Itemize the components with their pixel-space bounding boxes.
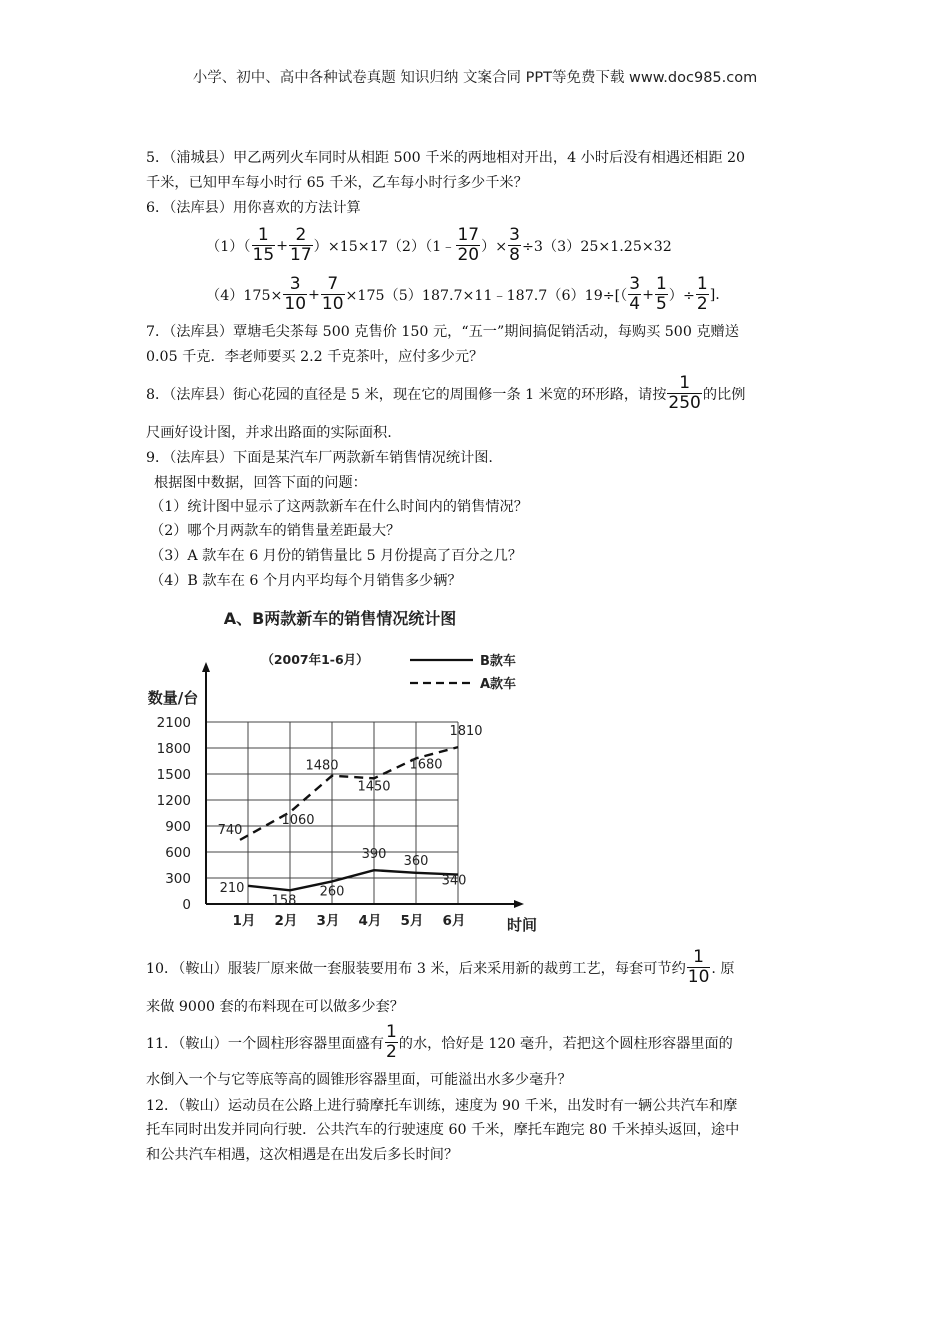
- q9-title: 9．（法库县）下面是某汽车厂两款新车销售情况统计图.: [146, 450, 493, 466]
- denominator: 8: [509, 245, 520, 265]
- q11-line1: [146, 1023, 733, 1062]
- q11-text-post: 的水，恰好是 120 毫升，若把这个圆柱形容器里面的: [398, 1035, 733, 1052]
- q10-line2: 来做 9000 套的布料现在可以做多少套？: [146, 999, 404, 1015]
- denominator: 10: [284, 294, 307, 314]
- data-label-b: 340: [441, 873, 467, 889]
- data-label-a: 1480: [305, 758, 339, 774]
- denominator: 2: [385, 1042, 397, 1062]
- data-label-a: 1450: [357, 779, 391, 795]
- fraction: [667, 374, 701, 413]
- fraction: [283, 275, 307, 314]
- numerator: 3: [629, 274, 641, 294]
- page-header: 小学、初中、高中各种试卷真题 知识归纳 文案合同 PPT等免费下载 www.doc985.com: [192, 70, 758, 86]
- q8-line2: 尺画好设计图，并求出路面的实际面积.: [146, 425, 392, 441]
- denominator: 10: [687, 967, 710, 987]
- q5-line2: 千米，已知甲车每小时行 65 千米，乙车每小时行多少千米？: [146, 175, 528, 191]
- q5-line1: 5．（浦城县）甲乙两列火车同时从相距 500 千米的两地相对开出，4 小时后没有相遇还相距 20: [146, 150, 746, 166]
- legend-b-label: B款车: [480, 654, 516, 669]
- y-axis-arrow: [202, 662, 210, 672]
- q10-text-pre: 10．（鞍山）服装厂原来做一套服装要用布 3 米，后来采用新的裁剪工艺，每套可节约: [146, 960, 686, 977]
- y-tick-label: 900: [165, 819, 191, 835]
- numerator: 17: [457, 225, 480, 245]
- fraction: [252, 226, 276, 265]
- q9-sub2: （2）哪个月两款车的销售量差距最大？: [150, 523, 401, 539]
- numerator: 1: [385, 1022, 397, 1042]
- q9-sub1: （1）统计图中显示了这两款新车在什么时间内的销售情况？: [150, 499, 528, 515]
- fraction: [385, 1023, 398, 1062]
- numerator: 7: [327, 274, 339, 294]
- data-label-a: 740: [217, 822, 243, 838]
- numerator: 1: [257, 225, 269, 245]
- denominator: 20: [457, 245, 480, 265]
- numerator: 3: [509, 225, 520, 245]
- y-tick-label: 1800: [156, 741, 191, 757]
- denominator: 2: [696, 294, 708, 314]
- data-label-a: 1060: [281, 813, 315, 829]
- chart-title: A、B两款新车的销售情况统计图: [223, 609, 457, 628]
- q12-line2: 托车同时出发并同向行驶．公共汽车的行驶速度 60 千米，摩托车跑完 80 千米掉头返回，途中: [146, 1122, 740, 1138]
- q6-row2: [206, 275, 720, 314]
- chart-subtitle: （2007年1-6月）: [261, 652, 369, 667]
- q6-title: 6．（法库县）用你喜欢的方法计算: [146, 200, 361, 216]
- q12-line3: 和公共汽车相遇，这次相遇是在出发后多长时间？: [146, 1147, 459, 1163]
- numerator: 1: [696, 274, 708, 294]
- legend-a-label: A款车: [480, 677, 517, 692]
- y-axis-label: 数量/台: [147, 689, 199, 707]
- fraction: [655, 275, 668, 314]
- q6-r1-text1: （1）（: [206, 238, 251, 255]
- plus-sign: +: [276, 237, 289, 254]
- x-tick-label: 5月: [400, 913, 424, 929]
- x-tick-label: 2月: [274, 913, 298, 929]
- data-label-b: 390: [361, 847, 387, 863]
- y-tick-label: 1500: [156, 767, 191, 783]
- q6-r1-text3: ）×: [481, 238, 508, 255]
- q6-row1: [206, 226, 672, 265]
- q6-r1-text2: ）×15×17（2）（1﹣: [313, 238, 456, 255]
- q7-line2: 0.05 千克．李老师要买 2.2 千克茶叶，应付多少元？: [146, 349, 484, 365]
- x-tick-label: 6月: [442, 913, 466, 929]
- q6-r2-text1: （4）175×: [206, 287, 283, 304]
- numerator: 3: [289, 274, 301, 294]
- q11-line2: 水倒入一个与它等底等高的圆锥形容器里面，可能溢出水多少毫升？: [146, 1072, 572, 1088]
- q6-r1-text4: ÷3（3）25×1.25×32: [522, 238, 672, 255]
- y-tick-label: 300: [165, 871, 191, 887]
- x-tick-label: 1月: [232, 913, 256, 929]
- chart-grid: [206, 722, 458, 904]
- plus-sign: +: [308, 286, 320, 303]
- q8-text-pre: 8．（法库县）街心花园的直径是 5 米，现在它的周围修一条 1 米宽的环形路，请按: [146, 386, 667, 403]
- series-b-line: [248, 870, 458, 890]
- denominator: 4: [629, 294, 641, 314]
- denominator: 15: [252, 245, 275, 265]
- numerator: 1: [693, 947, 704, 967]
- data-label-b: 158: [271, 893, 297, 909]
- numerator: 1: [655, 274, 667, 294]
- numerator: 2: [295, 225, 307, 245]
- fraction: [508, 226, 521, 265]
- fraction: [696, 275, 709, 314]
- fraction: [289, 226, 313, 265]
- chart-legend: [410, 653, 516, 692]
- q10-line1: [146, 948, 735, 987]
- q6-r2-text3: ）÷: [668, 287, 695, 304]
- denominator: 17: [290, 245, 312, 265]
- q6-r2-text4: ].: [709, 286, 720, 303]
- data-label-b: 260: [319, 884, 345, 900]
- q9-sub4: （4）B 款车在 6 个月内平均每个月销售多少辆？: [150, 573, 462, 589]
- data-label-a: 1680: [409, 757, 443, 773]
- q10-text-post: . 原: [711, 960, 735, 977]
- fraction: [321, 275, 345, 314]
- q8-line1: [146, 374, 745, 413]
- q9-sub3: （3）A 款车在 6 月份的销售量比 5 月份提高了百分之几？: [150, 548, 523, 564]
- fraction: [456, 226, 480, 265]
- x-axis-arrow: [514, 900, 524, 908]
- plus-sign: +: [642, 286, 654, 303]
- q12-line1: 12．（鞍山）运动员在公路上进行骑摩托车训练，速度为 90 千米，出发时有一辆公共汽车和摩: [146, 1098, 738, 1114]
- data-label-b: 360: [403, 853, 429, 869]
- q7-line1: 7．（法库县）覃塘毛尖茶每 500 克售价 150 元，“五一”期间搞促销活动，每购买 500 克赠送: [146, 324, 739, 340]
- q8-text-post: 的比例: [702, 386, 746, 403]
- x-tick-label: 3月: [316, 913, 340, 929]
- q9-intro: 根据图中数据，回答下面的问题：: [154, 475, 367, 491]
- data-label-a: 1810: [449, 724, 483, 740]
- denominator: 10: [321, 294, 344, 314]
- denominator: 250: [668, 393, 701, 413]
- fraction: [687, 948, 711, 987]
- x-tick-label: 4月: [358, 913, 382, 929]
- data-label-b: 210: [219, 880, 245, 896]
- y-tick-label: 0: [182, 897, 191, 913]
- denominator: 5: [655, 294, 667, 314]
- q11-text-pre: 11．（鞍山）一个圆柱形容器里面盛有: [146, 1035, 384, 1052]
- y-tick-label: 2100: [156, 715, 191, 731]
- sales-line-chart: [0, 600, 950, 940]
- x-axis-label: 时间: [506, 916, 538, 934]
- y-tick-label: 600: [165, 845, 191, 861]
- y-tick-label: 1200: [156, 793, 191, 809]
- numerator: 1: [679, 373, 691, 393]
- fraction: [628, 275, 641, 314]
- q6-r2-text2: ×175（5）187.7×11﹣187.7（6）19÷[（: [345, 287, 628, 304]
